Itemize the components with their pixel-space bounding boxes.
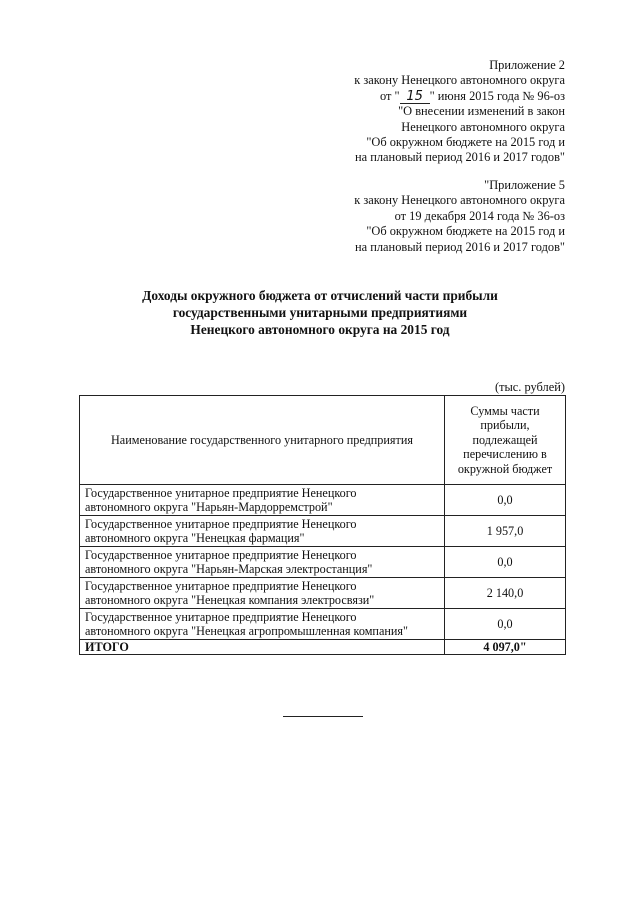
amount-cell: 0,0 (445, 609, 566, 640)
table-row (80, 516, 566, 547)
annex-2-date-prefix: от " (380, 88, 400, 103)
name-line-2: автономного округа "Нарьян-Мардорремстрой" (85, 500, 333, 514)
name-line-2: автономного округа "Ненецкая компания электросвязи" (85, 593, 375, 607)
revenue-table (79, 395, 566, 655)
annex-5-line-2: к закону Ненецкого автономного округа (354, 193, 565, 208)
annex-2-line-1: Приложение 2 (489, 58, 565, 72)
handwritten-day: 15 (400, 91, 430, 104)
annex-5-header (354, 178, 565, 255)
table-row (80, 578, 566, 609)
enterprise-name-cell (80, 516, 445, 547)
document-title (0, 287, 640, 338)
enterprise-name-cell (80, 609, 445, 640)
annex-5-line-3: от 19 декабря 2014 года № 36-оз (394, 208, 565, 223)
annex-2-line-5: Ненецкого автономного округа (401, 119, 565, 134)
name-line-1: Государственное унитарное предприятие Ненецкого (85, 486, 357, 500)
amount-cell: 0,0 (445, 485, 566, 516)
title-line-1: Доходы окружного бюджета от отчислений части прибыли (142, 288, 498, 303)
name-line-1: Государственное унитарное предприятие Ненецкого (85, 579, 357, 593)
enterprise-name-cell (80, 547, 445, 578)
table-header-row (80, 396, 566, 485)
name-line-2: автономного округа "Ненецкая агропромышленная компания" (85, 624, 408, 638)
amount-cell: 1 957,0 (445, 516, 566, 547)
annex-2-line-6: "Об окружном бюджете на 2015 год и (366, 135, 565, 150)
name-line-1: Государственное унитарное предприятие Ненецкого (85, 610, 357, 624)
annex-2-line-7: на плановый период 2016 и 2017 годов" (355, 150, 565, 165)
title-line-2: государственными унитарными предприятиями (172, 305, 468, 320)
header-amount: Суммы части прибыли, подлежащей перечислению в окружной бюджет (445, 396, 566, 485)
table-row (80, 547, 566, 578)
table-row (80, 609, 566, 640)
closing-rule (283, 716, 363, 717)
annex-5-line-4: "Об окружном бюджете на 2015 год и (366, 224, 565, 239)
total-amount: 4 097,0" (445, 640, 566, 655)
annex-5-line-5: на плановый период 2016 и 2017 годов" (355, 239, 565, 254)
header-enterprise-name: Наименование государственного унитарного предприятия (80, 396, 445, 485)
name-line-2: автономного округа "Нарьян-Марская электростанция" (85, 562, 373, 576)
table-row (80, 485, 566, 516)
table-total-row (80, 640, 566, 655)
title-line-3: Ненецкого автономного округа на 2015 год (190, 322, 450, 337)
amount-cell: 2 140,0 (445, 578, 566, 609)
annex-2-header (354, 58, 565, 166)
enterprise-name-cell (80, 485, 445, 516)
name-line-1: Государственное унитарное предприятие Ненецкого (85, 517, 357, 531)
annex-2-date-suffix: " июня 2015 года № 96-оз (429, 88, 565, 103)
units-label: (тыс. рублей) (494, 380, 565, 394)
annex-2-date-line (354, 89, 565, 104)
name-line-2: автономного округа "Ненецкая фармация" (85, 531, 305, 545)
total-label: ИТОГО (80, 640, 445, 655)
annex-2-line-2: к закону Ненецкого автономного округа (354, 73, 565, 88)
annex-2-line-4: "О внесении изменений в закон (398, 104, 565, 119)
enterprise-name-cell (80, 578, 445, 609)
amount-cell: 0,0 (445, 547, 566, 578)
annex-5-line-1: "Приложение 5 (484, 178, 565, 192)
name-line-1: Государственное унитарное предприятие Ненецкого (85, 548, 357, 562)
